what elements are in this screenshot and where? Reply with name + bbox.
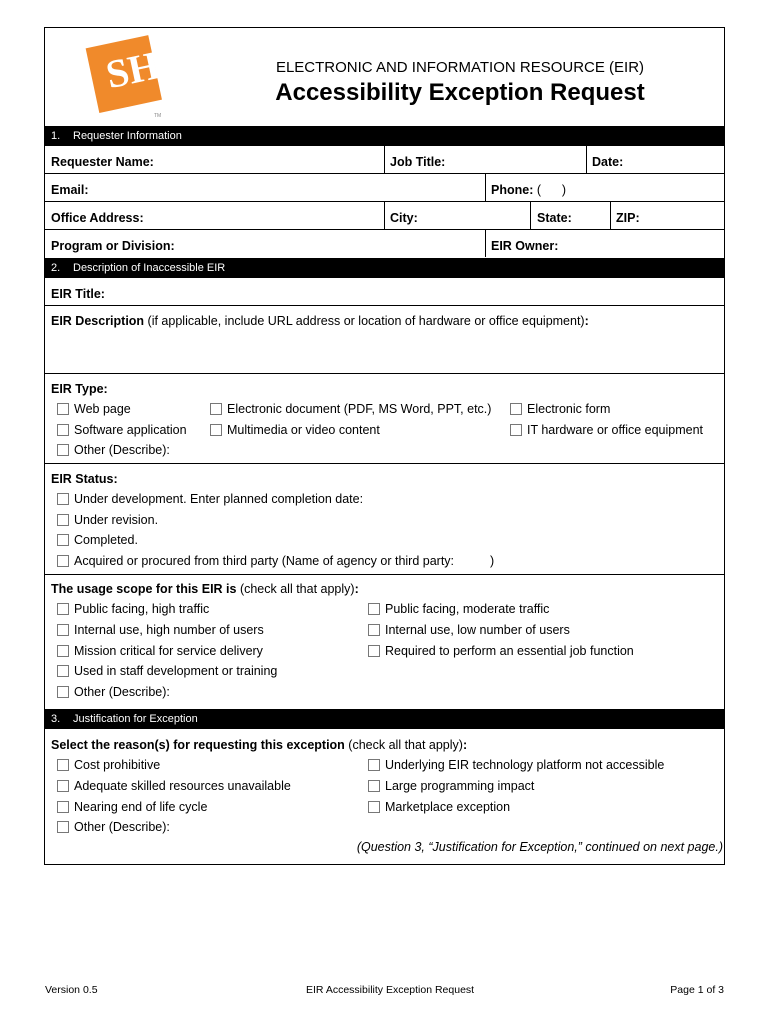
form-subtitle: ELECTRONIC AND INFORMATION RESOURCE (EIR): [275, 59, 645, 76]
checkbox[interactable]: [368, 624, 380, 636]
type-electronic-form[interactable]: Electronic form: [510, 402, 610, 416]
eir-type-label: EIR Type:: [51, 382, 108, 396]
office-address-label: Office Address:: [51, 211, 144, 225]
reason-cost-prohibitive[interactable]: Cost prohibitive: [57, 758, 160, 772]
type-other[interactable]: Other (Describe):: [57, 443, 170, 457]
checkbox[interactable]: [368, 645, 380, 657]
type-multimedia[interactable]: Multimedia or video content: [210, 423, 380, 437]
section-2-header: 2. Description of Inaccessible EIR: [45, 258, 724, 278]
status-under-development[interactable]: Under development. Enter planned completion date:: [57, 492, 363, 506]
footer-doc-name: EIR Accessibility Exception Request: [306, 984, 475, 996]
type-web-page[interactable]: Web page: [57, 402, 131, 416]
checkbox[interactable]: [57, 555, 69, 567]
reasons-label: Select the reason(s) for requesting this exception (check all that apply):: [51, 738, 468, 752]
email-label: Email:: [51, 183, 89, 197]
checkbox[interactable]: [57, 603, 69, 615]
zip-label: ZIP:: [616, 211, 640, 225]
type-it-hardware[interactable]: IT hardware or office equipment: [510, 423, 703, 437]
reason-marketplace[interactable]: Marketplace exception: [368, 800, 510, 814]
checkbox[interactable]: [57, 514, 69, 526]
checkbox[interactable]: [57, 444, 69, 456]
reason-resources-unavailable[interactable]: Adequate skilled resources unavailable: [57, 779, 291, 793]
footer-page-number: Page 1 of 3: [670, 984, 724, 996]
usage-scope-label: The usage scope for this EIR is (check all that apply):: [51, 582, 359, 596]
reason-platform-not-accessible[interactable]: Underlying EIR technology platform not accessible: [368, 758, 664, 772]
state-label: State:: [537, 211, 572, 225]
section-3-header: 3. Justification for Exception: [45, 709, 724, 729]
checkbox[interactable]: [57, 801, 69, 813]
reason-programming-impact[interactable]: Large programming impact: [368, 779, 534, 793]
checkbox[interactable]: [57, 821, 69, 833]
usage-mission-critical[interactable]: Mission critical for service delivery: [57, 644, 263, 658]
checkbox[interactable]: [57, 759, 69, 771]
status-under-revision[interactable]: Under revision.: [57, 513, 158, 527]
usage-staff-training[interactable]: Used in staff development or training: [57, 664, 277, 678]
checkbox[interactable]: [510, 424, 522, 436]
section-1-header: 1. Requester Information: [45, 126, 724, 146]
checkbox[interactable]: [57, 424, 69, 436]
type-software-application[interactable]: Software application: [57, 423, 187, 437]
eir-owner-label: EIR Owner:: [491, 239, 559, 253]
requester-name-label: Requester Name:: [51, 155, 154, 169]
usage-other[interactable]: Other (Describe):: [57, 685, 170, 699]
eir-title-label: EIR Title:: [51, 287, 105, 301]
type-electronic-document[interactable]: Electronic document (PDF, MS Word, PPT, etc.): [210, 402, 491, 416]
checkbox[interactable]: [57, 780, 69, 792]
footer-version: Version 0.5: [45, 984, 98, 996]
checkbox[interactable]: [57, 624, 69, 636]
shsu-logo: [80, 31, 168, 119]
continued-note: (Question 3, “Justification for Exception,” continued on next page.): [356, 840, 723, 854]
date-label: Date:: [592, 155, 624, 169]
eir-status-label: EIR Status:: [51, 472, 118, 486]
city-label: City:: [390, 211, 418, 225]
checkbox[interactable]: [57, 665, 69, 677]
usage-public-high[interactable]: Public facing, high traffic: [57, 602, 209, 616]
reason-other[interactable]: Other (Describe):: [57, 820, 170, 834]
eir-description-label: EIR Description (if applicable, include URL address or location of hardware or office equipment):: [51, 314, 589, 328]
checkbox[interactable]: [510, 403, 522, 415]
checkbox[interactable]: [57, 534, 69, 546]
checkbox[interactable]: [368, 801, 380, 813]
checkbox[interactable]: [368, 759, 380, 771]
status-acquired[interactable]: Acquired or procured from third party (Name of agency or third party: ): [57, 554, 494, 568]
checkbox[interactable]: [368, 603, 380, 615]
usage-public-moderate[interactable]: Public facing, moderate traffic: [368, 602, 549, 616]
status-completed[interactable]: Completed.: [57, 533, 138, 547]
usage-essential-job[interactable]: Required to perform an essential job function: [368, 644, 634, 658]
usage-internal-low[interactable]: Internal use, low number of users: [368, 623, 570, 637]
checkbox[interactable]: [57, 493, 69, 505]
phone-label: Phone: ( ): [491, 183, 567, 197]
svg-text:SH: SH: [101, 42, 164, 98]
job-title-label: Job Title:: [390, 155, 446, 169]
form-title: Accessibility Exception Request: [275, 79, 645, 106]
checkbox[interactable]: [210, 424, 222, 436]
checkbox[interactable]: [57, 403, 69, 415]
checkbox[interactable]: [210, 403, 222, 415]
checkbox[interactable]: [57, 645, 69, 657]
svg-text:TM: TM: [154, 113, 162, 119]
program-division-label: Program or Division:: [51, 239, 175, 253]
reason-end-of-life[interactable]: Nearing end of life cycle: [57, 800, 207, 814]
checkbox[interactable]: [368, 780, 380, 792]
checkbox[interactable]: [57, 686, 69, 698]
usage-internal-high[interactable]: Internal use, high number of users: [57, 623, 264, 637]
